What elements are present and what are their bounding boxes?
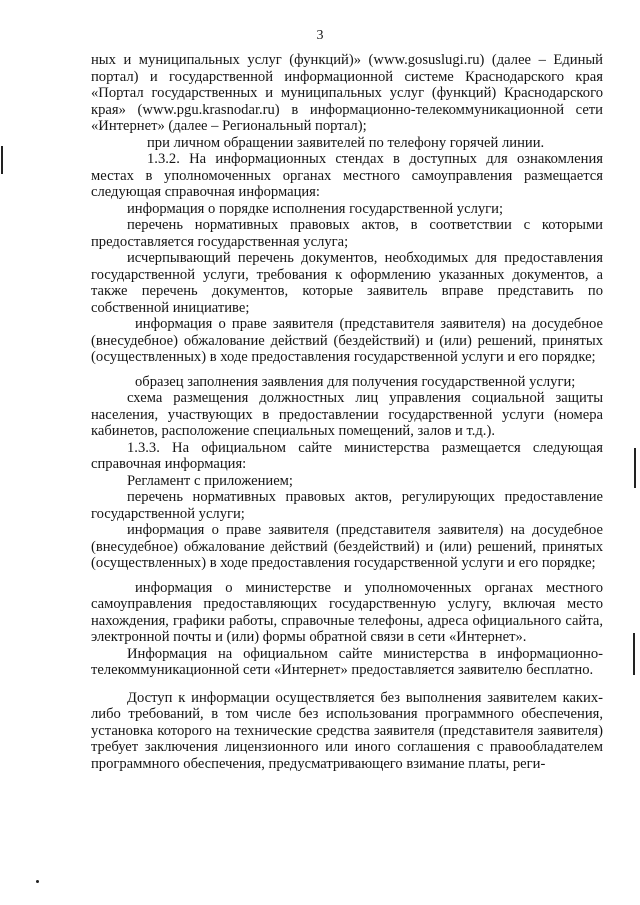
paragraph: информация о праве заявителя (представителя заявителя) на досудебное (внесудебное) обжалование действий (бездействий) и (или) решений, принятых (осуществленных) в ходе предоставления государственной услуги и его порядке; (91, 316, 603, 365)
document-body (91, 52, 603, 772)
paragraph: Регламент с приложением; (127, 472, 293, 489)
paragraph: образец заполнения заявления для получения государственной услуги; (135, 373, 576, 390)
scan-artifact (633, 633, 635, 675)
paragraph: информация о порядке исполнения государственной услуги; (127, 200, 503, 217)
scan-artifact (1, 146, 3, 174)
paragraph: перечень нормативных правовых актов, регулирующих предоставление государственной услуги; (91, 489, 603, 522)
paragraph: исчерпывающий перечень документов, необходимых для предоставления государственной услуги, требования к оформлению указанных документов, а также перечень документов, которые заявитель вправе представить по собственной инициативе; (91, 250, 603, 316)
paragraph: перечень нормативных правовых актов, в соответствии с которыми предоставляется государственная услуга; (91, 217, 603, 250)
scan-artifact (634, 448, 636, 488)
scan-artifact (36, 880, 39, 883)
paragraph: 1.3.3. На официальном сайте министерства размещается следующая справочная информация: (91, 439, 603, 472)
paragraph: 1.3.2. На информационных стендах в доступных для ознакомления местах в уполномоченных органах местного самоуправления размещается следующая справочная информация: (91, 151, 603, 200)
paragraph: при личном обращении заявителей по телефону горячей линии. (147, 134, 545, 151)
page-number: 3 (316, 28, 324, 43)
paragraph: схема размещения должностных лиц управления социальной защиты населения, участвующих в предоставлении государственной услуги (номера кабинетов, расположение специальных помещений, залов и т.д.). (91, 390, 603, 439)
paragraph: информация о праве заявителя (представителя заявителя) на досудебное (внесудебное) обжалование действий (бездействий) и (или) решений, принятых (осуществленных) в ходе предоставления государственной услуги и его порядке; (91, 522, 603, 571)
paragraph: Информация на официальном сайте министерства в информационно-телекоммуникационной сети «Интернет» предоставляется заявителю бесплатно. (91, 645, 603, 678)
paragraph: ных и муниципальных услуг (функций)» (www.gosuslugi.ru) (далее – Единый портал) и государственной информационной системе Краснодарского края «Портал государственных и муниципальных услуг (функций) Краснодарского края» (www.pgu.krasnodar.ru) в информационно-телекоммуникационной сети «Интернет» (далее – Региональный портал); (91, 52, 603, 134)
paragraph: Доступ к информации осуществляется без выполнения заявителем каких-либо требований, в том числе без использования программного обеспечения, установка которого на технические средства заявителя (представителя заявителя) требует заключения лицензионного или иного соглашения с правообладателем программного обеспечения, предусматривающего взимание платы, реги- (91, 689, 603, 772)
paragraph: информация о министерстве и уполномоченных органах местного самоуправления предоставляющих государственную услугу, включая место нахождения, графики работы, справочные телефоны, адреса официального сайта, электронной почты и (или) формы обратной связи в сети «Интернет». (91, 579, 603, 645)
